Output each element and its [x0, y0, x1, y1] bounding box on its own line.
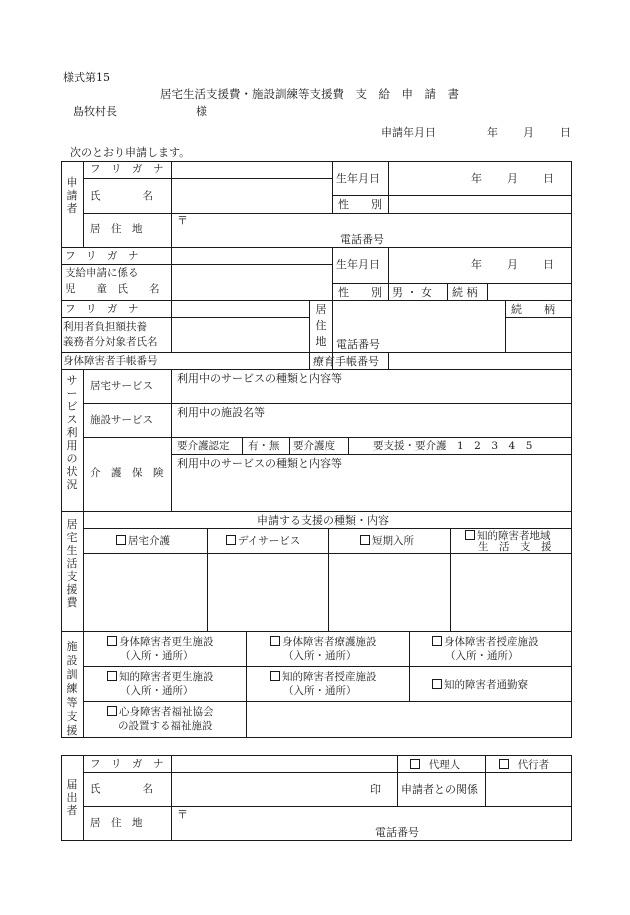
agent-option[interactable]: 代理人: [410, 759, 460, 771]
checkbox-icon: [107, 671, 117, 681]
checkbox-icon: [499, 759, 509, 769]
checkbox-icon: [465, 530, 475, 540]
child-birth-year: 年: [471, 258, 482, 271]
applicant-address-label: 居 住 地: [90, 223, 143, 235]
physical-nursing-facility-option[interactable]: 身体障害者療護施設: [270, 636, 377, 648]
facility-support-section-label: 施設訓練等支援: [66, 640, 78, 737]
intellectual-workshop-facility-mode: （入所・通所）: [283, 685, 357, 697]
checkbox-icon: [270, 671, 280, 681]
child-relation-label: 続 柄: [452, 286, 478, 299]
child-name-label-1: 支給申請に係る: [65, 267, 139, 279]
date-day: 日: [560, 126, 571, 139]
home-support-header: 申請する支援の種類・内容: [257, 514, 389, 527]
child-birth-label: 生年月日: [336, 258, 380, 271]
seal-mark: 印: [370, 783, 381, 796]
intellectual-rehab-facility-option[interactable]: 知的障害者更生施設: [107, 671, 214, 683]
checkbox-icon: [432, 636, 442, 646]
applicant-birth-month: 月: [507, 172, 518, 185]
checkbox-icon: [226, 535, 236, 545]
notifier-phone-label: 電話番号: [375, 826, 419, 839]
applicant-birth-label: 生年月日: [336, 172, 380, 185]
intellectual-rehab-facility-mode: （入所・通所）: [120, 685, 194, 697]
intellectual-commuting-dorm-option[interactable]: 知的障害者通勤寮: [432, 679, 528, 691]
welfare-association-facility-option-line2: の設置する福祉施設: [118, 720, 213, 732]
checkbox-icon: [270, 636, 280, 646]
physical-handbook-label: 身体障害者手帳番号: [63, 355, 158, 367]
notifier-postal-mark: 〒: [177, 808, 188, 821]
home-care-option[interactable]: 居宅介護: [116, 535, 170, 547]
child-furigana-label: フ リ ガ ナ: [65, 250, 139, 262]
child-gender-options: 男 ・ 女: [392, 286, 432, 299]
physical-rehab-facility-option[interactable]: 身体障害者更生施設: [107, 636, 214, 648]
regional-living-support-option[interactable]: 知的障害者地域: [465, 530, 551, 542]
date-month: 月: [523, 126, 534, 139]
recipient-suffix: 様: [196, 105, 207, 118]
intro-text: 次のとおり申請します。: [70, 146, 191, 159]
care-level-scale: 要支援・要介護 1 2 3 4 5: [373, 440, 533, 452]
child-name-label-2: 児 童 氏 名: [65, 283, 160, 295]
obligor-relation-label: 続 柄: [511, 303, 555, 316]
care-certification-label: 要介護認定: [177, 440, 230, 452]
application-date-label: 申請年月日: [381, 126, 436, 139]
checkbox-icon: [116, 535, 126, 545]
service-usage-section-label: サービス利用の状況: [66, 374, 78, 491]
home-service-label: 居宅サービス: [90, 380, 153, 392]
regional-living-support-option-line2: 生 活 支 援: [478, 541, 552, 553]
notifier-address-label: 居 住 地: [90, 817, 143, 829]
home-support-section-label: 居宅生活支援費: [66, 518, 78, 609]
day-service-option[interactable]: デイサービス: [226, 535, 300, 547]
short-stay-option[interactable]: 短期入所: [360, 535, 414, 547]
obligor-phone-label: 電話番号: [336, 338, 380, 351]
applicant-name-label: 氏 名: [90, 190, 153, 202]
checkbox-icon: [360, 535, 370, 545]
applicant-gender-label: 性 別: [338, 198, 382, 211]
physical-workshop-facility-mode: （入所・通所）: [445, 650, 519, 662]
form-title: 居宅生活支援費・施設訓練等支援費 支 給 申 請 書: [160, 87, 459, 101]
applicant-birth-day: 日: [543, 172, 554, 185]
child-birth-day: 日: [543, 258, 554, 271]
facility-service-label: 施設サービス: [90, 414, 153, 426]
care-yes-no: 有・無: [248, 440, 280, 452]
applicant-phone-label: 電話番号: [340, 233, 384, 246]
home-service-description: 利用中のサービスの種類と内容等: [177, 372, 342, 385]
applicant-birth-year: 年: [471, 172, 482, 185]
obligor-residence-label: 居住地: [315, 303, 327, 348]
notifier-section-label: 届出者: [66, 778, 78, 817]
care-insurance-label: 介 護 保 険: [90, 467, 164, 479]
facility-service-description: 利用中の施設名等: [177, 406, 265, 419]
proxy-option[interactable]: 代行者: [499, 759, 549, 771]
checkbox-icon: [410, 759, 420, 769]
applicant-postal-mark: 〒: [177, 214, 188, 227]
notifier-name-label: 氏 名: [90, 783, 153, 795]
obligor-furigana-label: フ リ ガ ナ: [65, 303, 139, 315]
recipient-name: 島牧村長: [73, 105, 117, 118]
physical-workshop-facility-option[interactable]: 身体障害者授産施設: [432, 636, 539, 648]
date-year: 年: [487, 126, 498, 139]
checkbox-icon: [432, 679, 442, 689]
care-description: 利用中のサービスの種類と内容等: [177, 457, 342, 470]
obligor-name-label-2: 義務者分対象者氏名: [63, 336, 158, 348]
child-birth-month: 月: [507, 258, 518, 271]
applicant-section-label: 申請者: [66, 176, 78, 215]
form-number: 様式第15: [63, 71, 110, 84]
notifier-furigana-label: フ リ ガ ナ: [90, 758, 164, 770]
physical-rehab-facility-mode: （入所・通所）: [120, 650, 194, 662]
care-level-label: 要介護度: [293, 440, 335, 452]
applicant-furigana-label: フ リ ガ ナ: [90, 163, 164, 175]
intellectual-workshop-facility-option[interactable]: 知的障害者授産施設: [270, 671, 377, 683]
checkbox-icon: [107, 706, 117, 716]
rehab-handbook-label: 療育手帳番号: [313, 355, 379, 368]
checkbox-icon: [107, 636, 117, 646]
obligor-name-label-1: 利用者負担額扶養: [63, 321, 147, 333]
physical-nursing-facility-mode: （入所・通所）: [283, 650, 357, 662]
child-gender-label: 性 別: [338, 286, 382, 299]
relation-to-applicant-label: 申請者との関係: [401, 783, 478, 796]
welfare-association-facility-option[interactable]: 心身障害者福祉協会: [107, 706, 214, 718]
